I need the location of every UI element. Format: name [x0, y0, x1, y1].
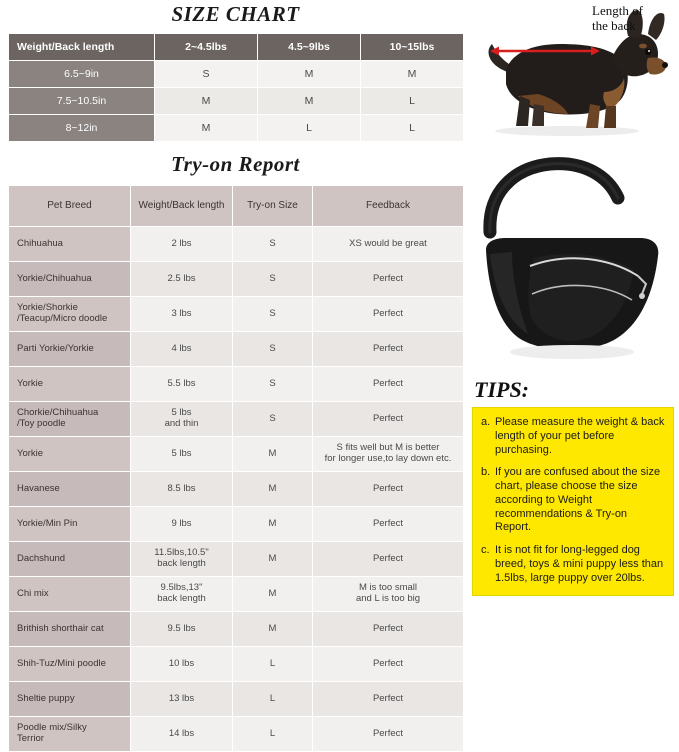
table-row — [9, 262, 464, 297]
tips-title: TIPS: — [474, 377, 529, 402]
tips-box — [472, 407, 674, 596]
tryon-weight-cell: 10 lbs — [131, 647, 233, 682]
tryon-weight-cell: 9.5 lbs — [131, 612, 233, 647]
size-chart-header-cell: 2~4.5lbs — [155, 34, 258, 61]
tryon-breed-cell: Havanese — [9, 472, 131, 507]
tryon-feedback-cell: Perfect — [313, 542, 464, 577]
size-chart-cell: M — [258, 88, 361, 115]
tryon-weight-cell: 5 lbs — [131, 437, 233, 472]
size-chart-cell: M — [258, 61, 361, 88]
tryon-weight-cell: 9 lbs — [131, 507, 233, 542]
tryon-size-cell: L — [233, 682, 313, 717]
tryon-size-cell: S — [233, 227, 313, 262]
tryon-size-cell: S — [233, 402, 313, 437]
tryon-breed-cell: Poodle mix/Silky Terrior — [9, 717, 131, 752]
tryon-breed-cell: Yorkie — [9, 367, 131, 402]
tryon-size-cell: S — [233, 262, 313, 297]
tip-item — [481, 544, 665, 585]
table-row — [9, 577, 464, 612]
size-chart-cell: L — [361, 88, 464, 115]
table-row — [9, 682, 464, 717]
tryon-feedback-cell: S fits well but M is better for longer use,to lay down etc. — [313, 437, 464, 472]
tryon-weight-cell: 9.5lbs,13" back length — [131, 577, 233, 612]
tryon-breed-cell: Brithish shorthair cat — [9, 612, 131, 647]
back-length-caption: Length of the back — [592, 3, 643, 33]
table-row — [9, 472, 464, 507]
tryon-breed-cell: Shih-Tuz/Mini poodle — [9, 647, 131, 682]
tryon-weight-cell: 5.5 lbs — [131, 367, 233, 402]
size-chart-cell: S — [155, 61, 258, 88]
size-chart-table — [8, 33, 464, 142]
table-row — [9, 507, 464, 542]
table-row — [9, 647, 464, 682]
size-chart-row-label: 7.5~10.5in — [9, 88, 155, 115]
table-row — [9, 88, 464, 115]
size-chart-header-cell: 4.5~9lbs — [258, 34, 361, 61]
tryon-size-cell: M — [233, 437, 313, 472]
tryon-breed-cell: Chihuahua — [9, 227, 131, 262]
table-row — [9, 115, 464, 142]
table-row — [9, 542, 464, 577]
tryon-size-cell: M — [233, 472, 313, 507]
tryon-size-cell: M — [233, 542, 313, 577]
sling-carrier-illustration — [472, 154, 672, 369]
table-row — [9, 61, 464, 88]
tryon-weight-cell: 13 lbs — [131, 682, 233, 717]
tryon-breed-cell: Sheltie puppy — [9, 682, 131, 717]
tryon-header-cell: Pet Breed — [9, 186, 131, 227]
tryon-breed-cell: Yorkie/Shorkie /Teacup/Micro doodle — [9, 297, 131, 332]
tryon-breed-cell: Yorkie/Chihuahua — [9, 262, 131, 297]
bag-photo — [472, 154, 672, 369]
table-row — [9, 332, 464, 367]
tryon-breed-cell: Yorkie/Min Pin — [9, 507, 131, 542]
tryon-breed-cell: Chorkie/Chihuahua /Toy poodle — [9, 402, 131, 437]
tryon-feedback-cell: Perfect — [313, 367, 464, 402]
tryon-size-cell: L — [233, 717, 313, 752]
tip-marker: c. — [481, 544, 490, 556]
tryon-weight-cell: 4 lbs — [131, 332, 233, 367]
tip-marker: a. — [481, 416, 491, 428]
tryon-size-cell: M — [233, 507, 313, 542]
tryon-weight-cell: 14 lbs — [131, 717, 233, 752]
tryon-feedback-cell: Perfect — [313, 297, 464, 332]
tryon-feedback-cell: Perfect — [313, 612, 464, 647]
size-chart-row-label: 8~12in — [9, 115, 155, 142]
table-row — [9, 402, 464, 437]
tryon-weight-cell: 5 lbs and thin — [131, 402, 233, 437]
tryon-feedback-cell: Perfect — [313, 472, 464, 507]
size-chart-row-label: 6.5~9in — [9, 61, 155, 88]
tryon-weight-cell: 8.5 lbs — [131, 472, 233, 507]
right-column — [472, 0, 672, 596]
tryon-breed-cell: Yorkie — [9, 437, 131, 472]
tryon-size-cell: S — [233, 297, 313, 332]
size-chart-header-row — [9, 34, 464, 61]
tryon-feedback-cell: Perfect — [313, 262, 464, 297]
tryon-breed-cell: Dachshund — [9, 542, 131, 577]
tryon-size-cell: M — [233, 577, 313, 612]
tryon-feedback-cell: Perfect — [313, 507, 464, 542]
size-chart-cell: L — [258, 115, 361, 142]
tryon-header-cell: Try-on Size — [233, 186, 313, 227]
table-row — [9, 717, 464, 752]
tryon-header-cell: Weight/Back length — [131, 186, 233, 227]
tryon-feedback-cell: XS would be great — [313, 227, 464, 262]
tip-item — [481, 466, 665, 535]
size-chart-header-cell: Weight/Back length — [9, 34, 155, 61]
tryon-feedback-cell: Perfect — [313, 682, 464, 717]
left-column — [8, 0, 463, 752]
tryon-weight-cell: 11.5lbs,10.5" back length — [131, 542, 233, 577]
tryon-feedback-cell: Perfect — [313, 402, 464, 437]
tryon-size-cell: M — [233, 612, 313, 647]
tip-text: Please measure the weight & back length of your pet before purchasing. — [495, 416, 665, 456]
back-length-arrow — [490, 44, 600, 56]
size-chart-cell: M — [361, 61, 464, 88]
dog-photo — [472, 0, 672, 140]
tryon-size-cell: S — [233, 367, 313, 402]
size-chart-cell: M — [155, 115, 258, 142]
tryon-feedback-cell: Perfect — [313, 647, 464, 682]
tryon-breed-cell: Parti Yorkie/Yorkie — [9, 332, 131, 367]
tryon-report-table — [8, 185, 464, 752]
tryon-weight-cell: 3 lbs — [131, 297, 233, 332]
tip-marker: b. — [481, 466, 491, 479]
tip-text: If you are confused about the size chart, please choose the size according to Weight recommendations & Try-on Report. — [495, 466, 661, 534]
tryon-weight-cell: 2 lbs — [131, 227, 233, 262]
tryon-header-cell: Feedback — [313, 186, 464, 227]
tryon-feedback-cell: M is too small and L is too big — [313, 577, 464, 612]
tryon-header-row — [9, 186, 464, 227]
table-row — [9, 227, 464, 262]
tryon-size-cell: L — [233, 647, 313, 682]
tip-text: It is not fit for long-legged dog breed, toys & mini puppy less than 1.5lbs, large puppy over 20lbs. — [495, 544, 664, 584]
size-chart-header-cell: 10~15lbs — [361, 34, 464, 61]
tryon-weight-cell: 2.5 lbs — [131, 262, 233, 297]
table-row — [9, 367, 464, 402]
size-chart-cell: M — [155, 88, 258, 115]
size-chart-cell: L — [361, 115, 464, 142]
tryon-report-title: Try-on Report — [171, 152, 300, 176]
table-row — [9, 297, 464, 332]
tryon-size-cell: S — [233, 332, 313, 367]
tip-item — [481, 416, 665, 457]
tryon-breed-cell: Chi mix — [9, 577, 131, 612]
table-row — [9, 437, 464, 472]
tryon-feedback-cell: Perfect — [313, 332, 464, 367]
table-row — [9, 612, 464, 647]
tryon-feedback-cell: Perfect — [313, 717, 464, 752]
size-chart-title: SIZE CHART — [171, 2, 300, 26]
